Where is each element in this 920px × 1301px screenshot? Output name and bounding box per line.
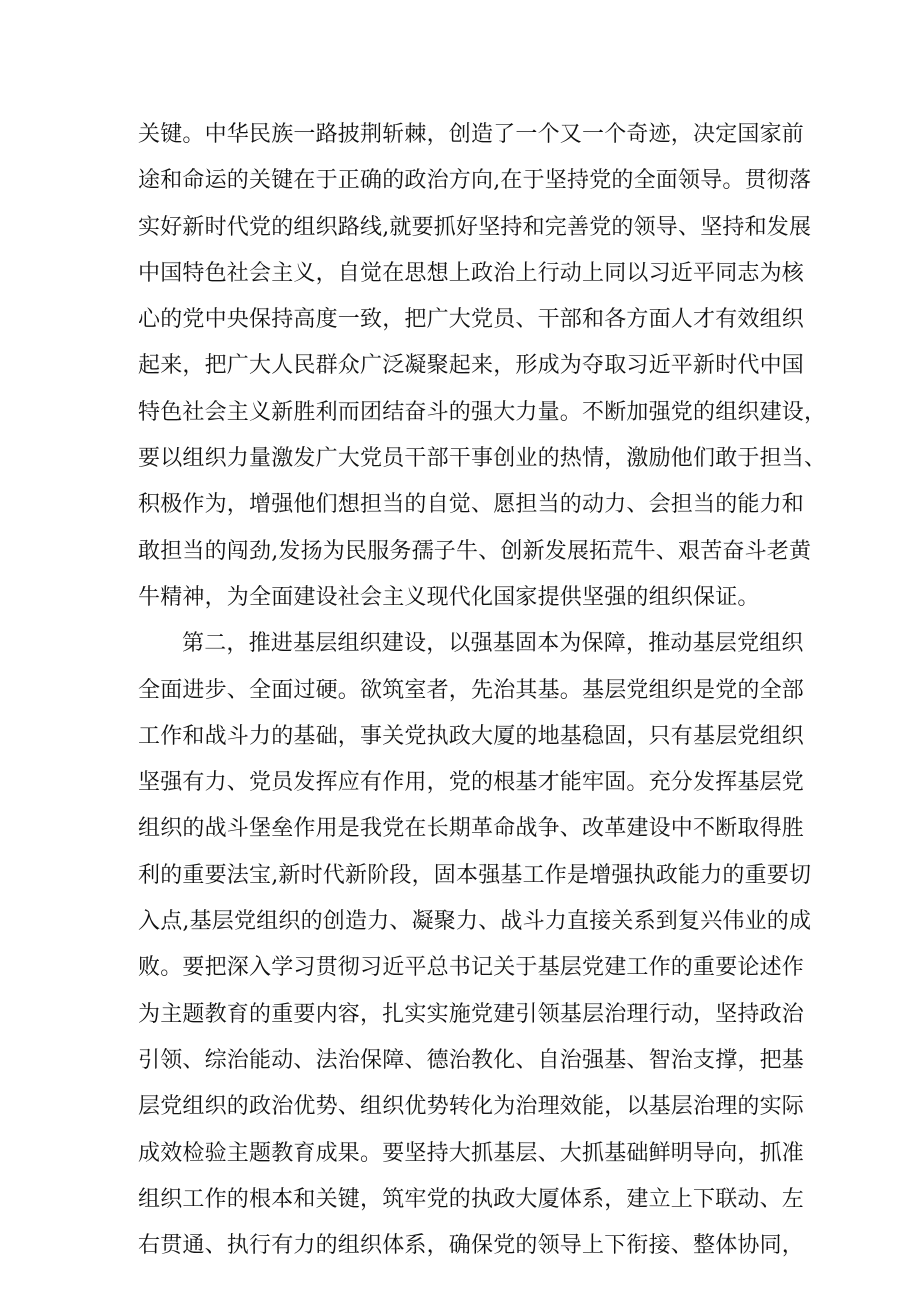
paragraph [138, 621, 812, 1269]
text-line: 右贯通、执行有力的组织体系，确保党的领导上下衔接、整体协同， [138, 1233, 805, 1259]
text-line: 入点,基层党组织的创造力、凝聚力、战斗力直接关系到复兴伟业的成 [138, 909, 812, 935]
body-text [138, 112, 827, 1269]
text-line: 层党组织的政治优势、组织优势转化为治理效能，以基层治理的实际 [138, 1094, 805, 1120]
text-line: 关键。中华民族一路披荆斩棘，创造了一个又一个奇迹，决定国家前 [138, 122, 805, 147]
text-line: 敢担当的闯劲,发扬为民服务孺子牛、创新发展拓荒牛、艰苦奋斗老黄 [138, 538, 812, 564]
text-line: 全面进步、全面过硬。欲筑室者，先治其基。基层党组织是党的全部 [138, 677, 805, 703]
text-line: 工作和战斗力的基础，事关党执政大厦的地基稳固，只有基层党组织 [138, 723, 805, 749]
text-line: 引领、综治能动、法治保障、德治教化、自治强基、智治支撑，把基 [138, 1047, 805, 1073]
paragraph [138, 112, 827, 621]
text-line: 为主题教育的重要内容，扎实实施党建引领基层治理行动，坚持政治 [138, 1001, 805, 1027]
text-line: 实好新时代党的组织路线,就要抓好坚持和完善党的领导、坚持和发展 [138, 214, 812, 240]
text-line: 第二，推进基层组织建设，以强基固本为保障，推动基层党组织 [182, 631, 804, 657]
text-line: 途和命运的关键在于正确的政治方向,在于坚持党的全面领导。贯彻落 [138, 168, 812, 194]
text-line: 要以组织力量激发广大党员干部干事创业的热情，激励他们敢于担当、 [138, 446, 827, 472]
text-line: 组织工作的根本和关键，筑牢党的执政大厦体系，建立上下联动、左 [138, 1186, 805, 1212]
text-line: 利的重要法宝,新时代新阶段，固本强基工作是增强执政能力的重要切 [138, 862, 812, 888]
text-line: 牛精神，为全面建设社会主义现代化国家提供坚强的组织保证。 [138, 584, 760, 610]
text-line: 特色社会主义新胜利而团结奋斗的强大力量。不断加强党的组织建设， [138, 399, 827, 425]
text-line: 积极作为，增强他们想担当的自觉、愿担当的动力、会担当的能力和 [138, 492, 805, 518]
text-line: 心的党中央保持高度一致，把广大党员、干部和各方面人才有效组织 [138, 307, 805, 333]
text-line: 起来，把广大人民群众广泛凝聚起来，形成为夺取习近平新时代中国 [138, 353, 805, 379]
text-line: 中国特色社会主义，自觉在思想上政治上行动上同以习近平同志为核 [138, 260, 805, 286]
text-line: 坚强有力、党员发挥应有作用，党的根基才能牢固。充分发挥基层党 [138, 770, 805, 796]
text-line: 败。要把深入学习贯彻习近平总书记关于基层党建工作的重要论述作 [138, 955, 805, 981]
text-line: 成效检验主题教育成果。要坚持大抓基层、大抓基础鲜明导向，抓准 [138, 1140, 805, 1166]
text-line: 组织的战斗堡垒作用是我党在长期革命战争、改革建设中不断取得胜 [138, 816, 805, 842]
